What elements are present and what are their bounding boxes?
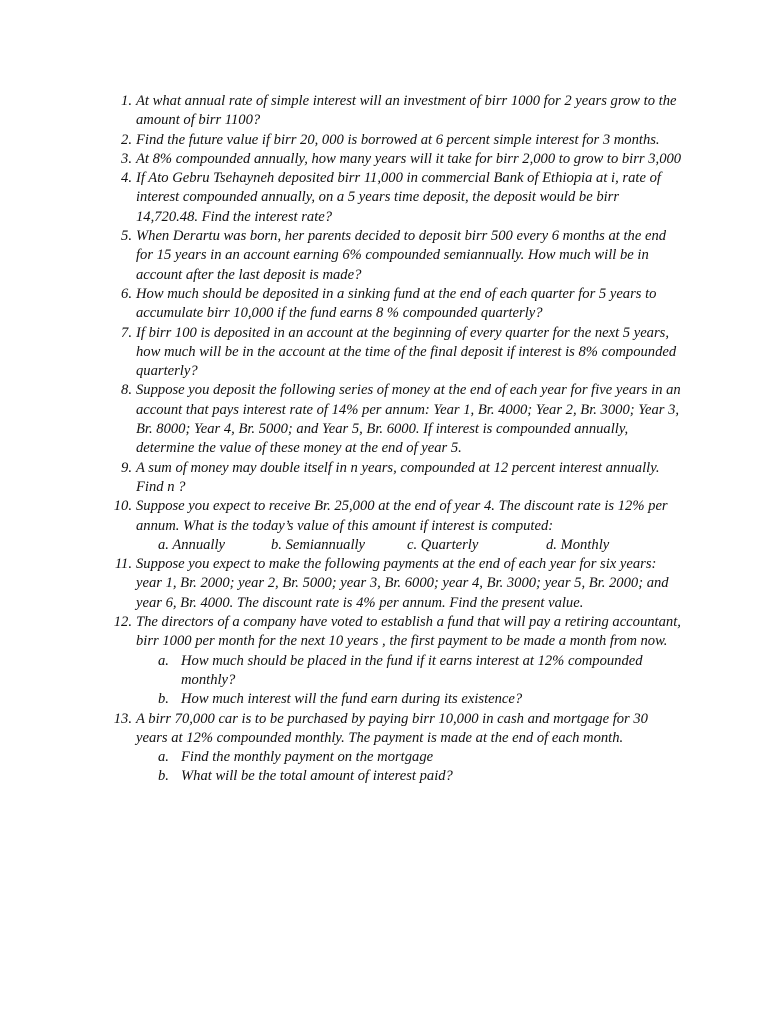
option-annually: a. Annually xyxy=(158,536,226,553)
sub-question-letter: b. xyxy=(158,691,169,708)
sub-question-item xyxy=(136,652,683,691)
sub-question-letter: a. xyxy=(158,749,169,766)
sub-question-list xyxy=(136,652,683,710)
question-item xyxy=(108,324,683,382)
sub-question-item xyxy=(136,690,683,709)
question-item xyxy=(108,150,683,169)
sub-question-letter: b. xyxy=(158,768,169,785)
sub-question-item xyxy=(136,767,683,786)
question-item xyxy=(108,710,683,787)
question-text: A birr 70,000 car is to be purchased by paying birr 10,000 in cash and mortgage for 30 years at 12% compounded monthly. The payment is made at the end of each month. xyxy=(136,710,648,746)
question-text: At 8% compounded annually, how many years will it take for birr 2,000 to grow to birr 3,000 xyxy=(136,150,682,167)
sub-question-text: Find the monthly payment on the mortgage xyxy=(181,749,434,766)
question-number: 11. xyxy=(114,556,132,573)
question-number: 10. xyxy=(113,498,132,515)
option-quarterly: c. Quarterly xyxy=(407,536,479,553)
question-text: If Ato Gebru Tsehayneh deposited birr 11,000 in commercial Bank of Ethiopia at i, rate of interest compounded annually, on a 5 years time deposit, the deposit would be birr 14,720.48. Find the interest rate? xyxy=(136,170,661,225)
question-item xyxy=(108,169,683,227)
sub-question-item xyxy=(136,748,683,767)
question-item xyxy=(108,285,683,324)
question-text: If birr 100 is deposited in an account at the beginning of every quarter for the next 5 years, how much will be in the account at the time of the final deposit if interest is 8% compounded quarterly? xyxy=(136,324,677,380)
question-number: 13. xyxy=(113,710,132,727)
question-text: A sum of money may double itself in n years, compounded at 12 percent interest annually. Find n ? xyxy=(136,459,660,495)
question-text: The directors of a company have voted to establish a fund that will pay a retiring accountant, birr 1000 per month for the next 10 years , the first payment to be made a month from now. xyxy=(136,614,681,650)
sub-question-list xyxy=(136,748,683,787)
question-text: At what annual rate of simple interest will an investment of birr 1000 for 2 years grow to the amount of birr 1100? xyxy=(136,93,677,129)
sub-question-text: How much should be placed in the fund if it earns interest at 12% compounded monthly? xyxy=(181,652,643,688)
question-item xyxy=(108,227,683,285)
question-item xyxy=(108,497,683,555)
question-number: 5. xyxy=(121,228,132,245)
question-number: 7. xyxy=(121,324,132,341)
sub-question-text: What will be the total amount of interest paid? xyxy=(181,768,453,785)
question-number: 8. xyxy=(121,382,132,399)
question-number: 2. xyxy=(121,131,132,148)
question-item xyxy=(108,131,683,150)
question-list xyxy=(108,92,683,787)
question-item xyxy=(108,92,683,131)
question-number: 4. xyxy=(121,170,132,187)
sub-question-letter: a. xyxy=(158,652,169,669)
question-text: Find the future value if birr 20, 000 is borrowed at 6 percent simple interest for 3 months. xyxy=(136,131,660,148)
question-text: Suppose you expect to make the following payments at the end of each year for six years: year 1, Br. 2000; year 2, Br. 5000; year 3, Br. 6000; year 4, Br. 3000; year 5, Br. 2000; and year 6, Br. 4000. The discount rate is 4% per annum. Find the present value. xyxy=(136,556,669,611)
question-number: 12. xyxy=(113,614,132,631)
question-number: 9. xyxy=(121,459,132,476)
option-monthly: d. Monthly xyxy=(546,536,610,553)
question-item xyxy=(108,381,683,458)
question-item xyxy=(108,555,683,613)
question-number: 1. xyxy=(121,93,132,109)
question-number: 3. xyxy=(121,150,132,167)
sub-question-text: How much interest will the fund earn during its existence? xyxy=(181,691,523,708)
answer-options xyxy=(136,536,683,555)
question-item xyxy=(108,613,683,709)
question-number: 6. xyxy=(121,285,132,302)
option-semiannually: b. Semiannually xyxy=(271,536,366,553)
question-text: When Derartu was born, her parents decided to deposit birr 500 every 6 months at the end for 15 years in an account earning 6% compounded semiannually. How much will be in account after the last deposit is made? xyxy=(136,228,667,283)
question-text: Suppose you deposit the following series of money at the end of each year for five years in an account that pays interest rate of 14% per annum: Year 1, Br. 4000; Year 2, Br. 3000; Year 3, Br. 8000; Year 4, Br. 5000; and Year 5, Br. 6000. If interest is compounded annually, determine the value of these money at the end of year 5. xyxy=(136,382,681,457)
question-item xyxy=(108,459,683,498)
question-text: How much should be deposited in a sinking fund at the end of each quarter for 5 years to accumulate birr 10,000 if the fund earns 8 % compounded quarterly? xyxy=(136,285,657,322)
question-text: Suppose you expect to receive Br. 25,000 at the end of year 4. The discount rate is 12% per annum. What is the today’s value of this amount if interest is computed: xyxy=(136,498,668,534)
